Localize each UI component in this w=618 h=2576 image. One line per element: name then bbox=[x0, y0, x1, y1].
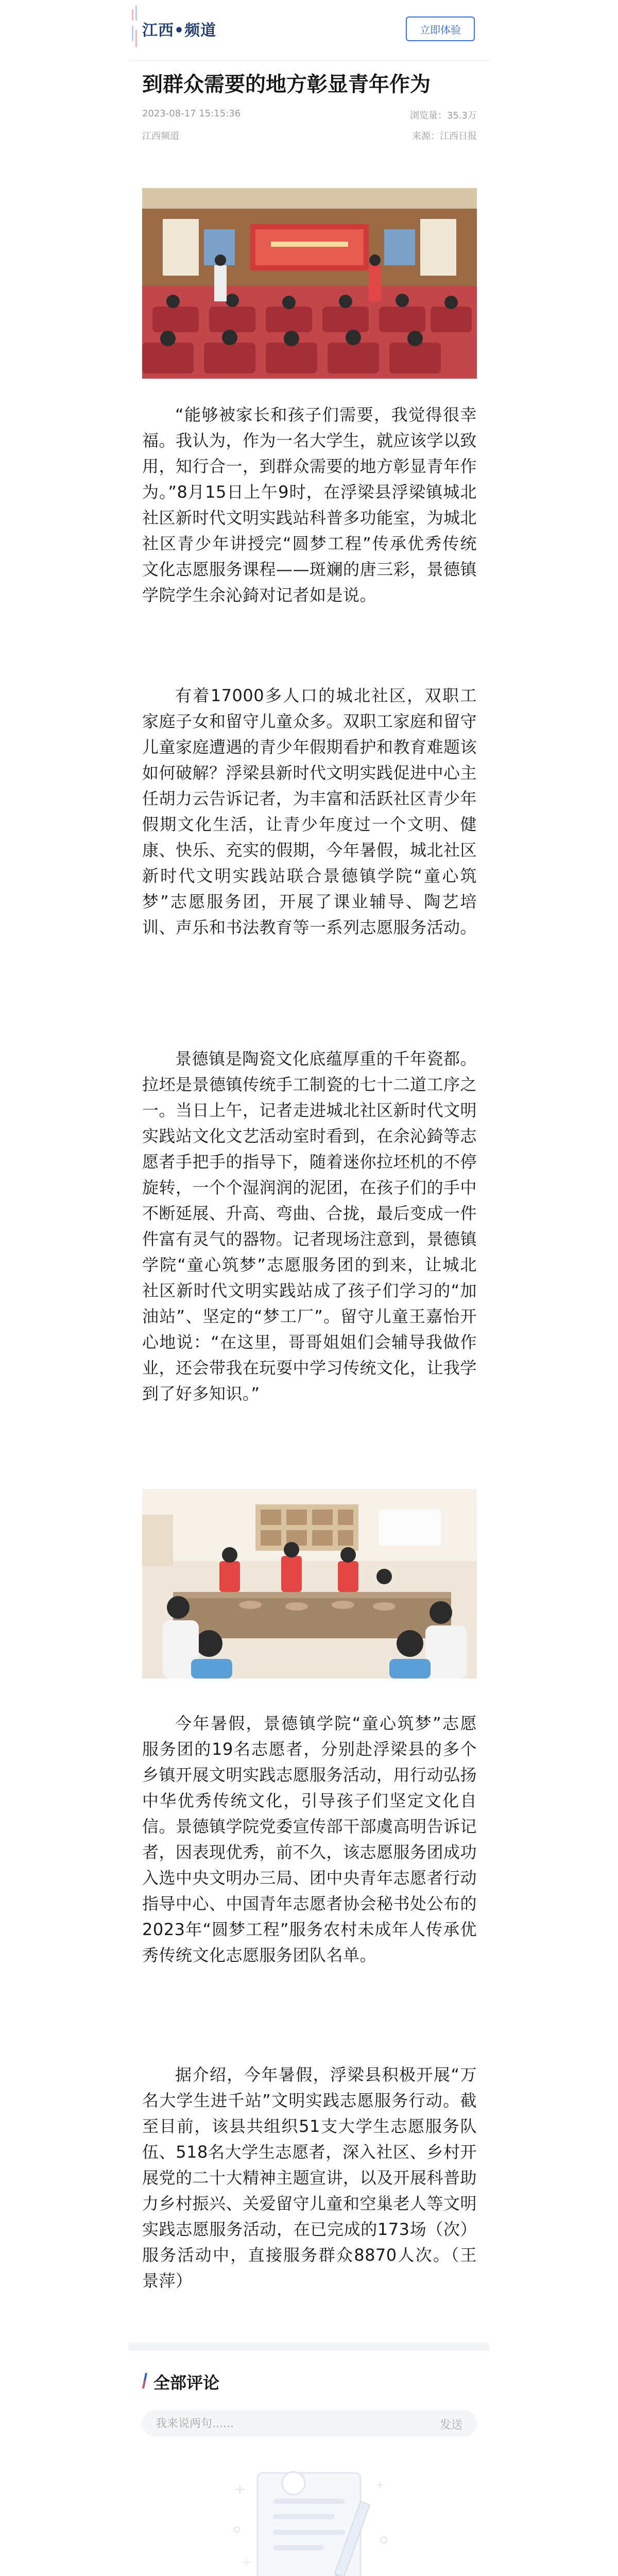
article-paragraph-1: “能够被家长和孩子们需要，我觉得很幸福。我认为，作为一名大学生，就应该学以致用，知行合一，到群众需要的地方彰显青年作为。”8月15日上午9时，在浮梁县浮梁镇城北社区新时代文明实践站科普多功能室，为城北社区青少年讲授完“圆梦工程”传承优秀传统文化志愿服务课程——斑斓的唐三彩，景德镇学院学生余沁錡对记者如是说。 bbox=[142, 405, 477, 605]
svg-text:+: + bbox=[242, 2556, 252, 2569]
svg-text:+: + bbox=[376, 2479, 385, 2491]
article-paragraph-4: 今年暑假，景德镇学院“童心筑梦”志愿服务团的19名志愿者，分别赴浮梁县的多个乡镇开展文明实践志愿服务活动，用行动弘扬中华优秀传统文化，引导孩子们坚定文化自信。景德镇学院党委宣传部干部虞高明告诉记者，因表现优秀，前不久，该志愿服务团成功入选中央文明办三局、团中央青年志愿者行动指导中心、中国青年志愿者协会秘书处公布的2023年“圆梦工程”服务农村未成年人传承优秀传统文化志愿服务团队名单。 bbox=[142, 1714, 477, 1965]
article-column bbox=[129, 0, 489, 2576]
comments-header bbox=[142, 2370, 477, 2391]
pottery-class-photo bbox=[142, 1489, 477, 1679]
send-comment-button[interactable]: 发送 bbox=[439, 2419, 462, 2432]
channel-logo-icon bbox=[131, 4, 141, 50]
classroom-photo bbox=[142, 188, 477, 379]
empty-comments-illustration-icon bbox=[206, 2452, 412, 2576]
article-title: 到群众需要的地方彰显青年作为 bbox=[142, 73, 431, 96]
article-photo-pottery bbox=[142, 1489, 477, 1679]
comment-input[interactable] bbox=[156, 2410, 413, 2437]
article-meta-row-2 bbox=[142, 129, 477, 142]
svg-text:+: + bbox=[234, 2482, 246, 2497]
article-meta-row-1 bbox=[142, 108, 477, 119]
article-paragraph-2: 有着17000多人口的城北社区，双职工家庭子女和留守儿童众多。双职工家庭和留守儿童家庭遭遇的青少年假期看护和教育难题该如何破解？浮梁县新时代文明实践促进中心主任胡力云告诉记者，为丰富和活跃社区青少年假期文化生活，让青少年度过一个文明、健康、快乐、充实的假期，今年暑假，城北社区新时代文明实践站联合景德镇学院“童心筑梦”志愿服务团，开展了课业辅导、陶艺培训、声乐和书法教育等一系列志愿服务活动。 bbox=[142, 686, 477, 937]
article-paragraph-5: 据介绍，今年暑假，浮梁县积极开展“万名大学生进千站”文明实践志愿服务行动。截至目前，该县共组织51支大学生志愿服务队伍、518名大学生志愿者，深入社区、乡村开展党的二十大精神主题宣讲，以及开展科普助力乡村振兴、关爱留守儿童和空巢老人等文明实践志愿服务活动，在已完成的173场（次）服务活动中，直接服务群众8870人次。（王景萍） bbox=[142, 2065, 477, 2291]
section-divider bbox=[129, 2343, 489, 2351]
article-paragraph-3: 景德镇是陶瓷文化底蕴厚重的千年瓷都。拉坯是景德镇传统手工制瓷的七十二道工序之一。当日上午，记者走进城北社区新时代文明实践站文化文艺活动室时看到，在余沁錡等志愿者手把手的指导下，随着迷你拉坯机的不停旋转，一个个湿润润的泥团，在孩子们的手中不断延展、升高、弯曲、合拢，最后变成一件件富有灵气的器物。记者现场注意到，景德镇学院“童心筑梦”志愿服务团的到来，让城北社区新时代文明实践站成了孩子们学习的“加油站”、坚定的“梦工厂”。留守儿童王嘉怡开心地说：“在这里，哥哥姐姐们会辅导我做作业，还会带我在玩耍中学习传统文化，让我学到了好多知识。” bbox=[142, 1049, 477, 1403]
article-channel: 江西频道 bbox=[142, 131, 179, 142]
comments-title: 全部评论 bbox=[153, 2373, 220, 2393]
comment-input-box[interactable] bbox=[142, 2410, 477, 2437]
article-photo-classroom bbox=[142, 188, 477, 379]
app-header bbox=[129, 0, 489, 61]
channel-logo-text[interactable]: 江西•频道 bbox=[142, 22, 217, 40]
article-views: 浏览量：35.3万 bbox=[409, 110, 477, 121]
article-datetime: 2023-08-17 15:15:36 bbox=[142, 108, 241, 119]
try-now-button[interactable]: 立即体验 bbox=[406, 16, 475, 41]
article-source: 来源：江西日报 bbox=[412, 131, 477, 142]
comments-title-mark-icon bbox=[142, 2373, 147, 2388]
